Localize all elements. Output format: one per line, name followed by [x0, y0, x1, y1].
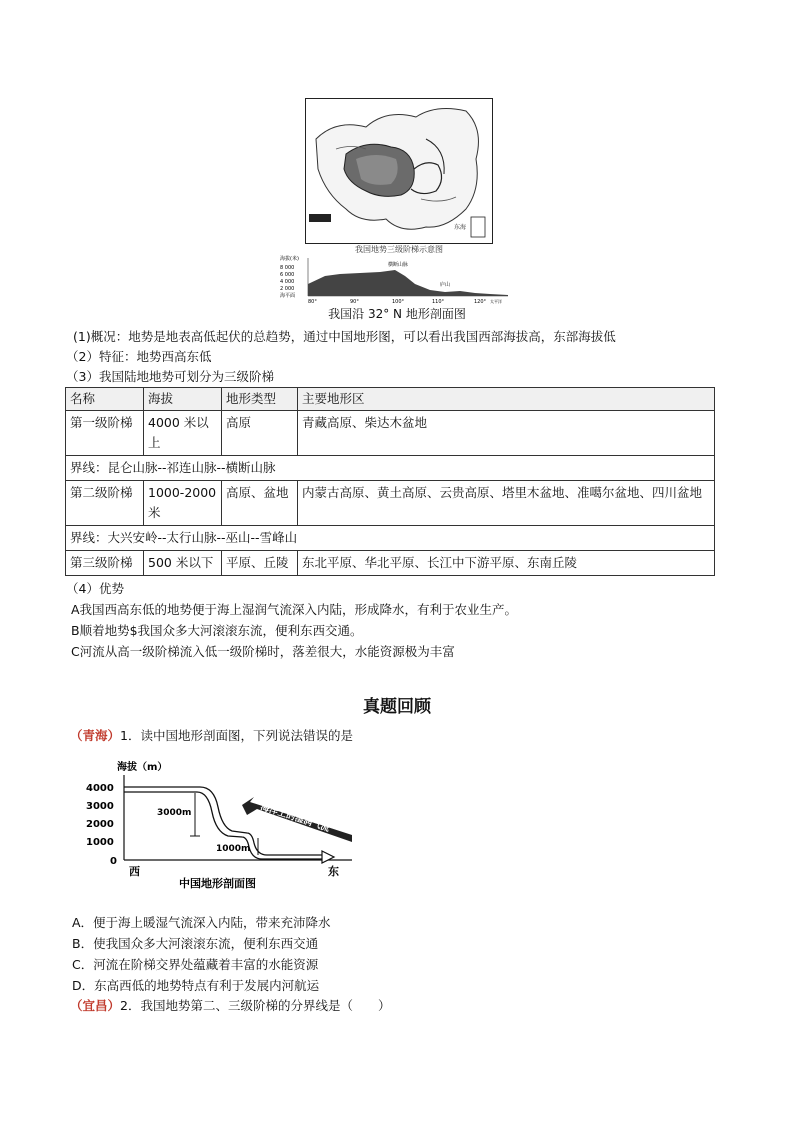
- profile-xtick: 120°: [474, 299, 487, 304]
- table-cell: 500 米以下: [144, 551, 222, 576]
- profile-xtick: 80°: [308, 299, 317, 304]
- table-row: [66, 551, 715, 576]
- paragraph-overview: (1)概况：地势是地表高低起伏的总趋势，通过中国地形图，可以看出我国西部海拔高，东部海拔低: [73, 329, 616, 344]
- profile-ytick: 8 000: [280, 265, 295, 271]
- question-source-tag: （青海）: [70, 728, 121, 743]
- table-cell: 高原、盆地: [222, 481, 298, 526]
- fig2-east: 东: [328, 865, 339, 878]
- table-cell: 内蒙古高原、黄土高原、云贵高原、塔里木盆地、准噶尔盆地、四川盆地: [298, 481, 715, 526]
- table-cell: 平原、丘陵: [222, 551, 298, 576]
- question-text: 1．读中国地形剖面图，下列说法错误的是: [120, 728, 353, 743]
- fig2-drop-1000: 1000m: [216, 844, 251, 854]
- option-b: B．使我国众多大河滚滚东流，便利东西交通: [72, 936, 319, 951]
- table-header-row: [66, 388, 715, 411]
- fig2-west: 西: [129, 865, 140, 878]
- fig2-drop-3000: 3000m: [157, 808, 192, 818]
- table-row: [66, 411, 715, 456]
- advantage-a: A我国西高东低的地势便于海上湿润气流深入内陆，形成降水，有利于农业生产。: [71, 602, 518, 617]
- paragraph-feature: （2）特征：地势西高东低: [66, 349, 212, 364]
- option-a: A．便于海上暖湿气流深入内陆，带来充沛降水: [72, 915, 331, 930]
- fig2-title: 中国地形剖面图: [179, 877, 256, 890]
- question-text: 2．我国地势第二、三级阶梯的分界线是（ ）: [120, 998, 391, 1013]
- figure1-caption: 我国沿 32° N 地形剖面图: [328, 307, 466, 321]
- option-c: C．河流在阶梯交界处蕴藏着丰富的水能资源: [72, 957, 319, 972]
- fig2-ytick: 1000: [86, 837, 114, 848]
- advantages-title: （4）优势: [66, 581, 124, 596]
- table-cell: 青藏高原、柴达木盆地: [298, 411, 715, 456]
- advantage-b: B顺着地势$我国众多大河滚滚东流，便利东西交通。: [71, 623, 363, 638]
- table-cell: 4000 米以上: [144, 411, 222, 456]
- question-1: [70, 726, 353, 744]
- profile-ytick: 2 000: [280, 286, 295, 292]
- fig2-ytick: 2000: [86, 819, 114, 830]
- table-cell: 1000-2000 米: [144, 481, 222, 526]
- table-cell: 高原: [222, 411, 298, 456]
- profile-ylabel: 海拔(米): [280, 256, 299, 262]
- paragraph-steps: （3）我国陆地地势可划分为三级阶梯: [66, 369, 274, 384]
- profile-xtick: 110°: [432, 299, 445, 304]
- east-sea-label: 东海: [454, 224, 467, 231]
- map-drawing: [306, 99, 492, 243]
- table-cell: 第二级阶梯: [66, 481, 144, 526]
- table-cell: 第三级阶梯: [66, 551, 144, 576]
- fig2-ytick: 0: [110, 856, 117, 867]
- question-2: [70, 996, 390, 1014]
- profile-ytick: 海平面: [280, 293, 296, 299]
- table-row: [66, 456, 715, 481]
- table-cell: 东北平原、华北平原、长江中下游平原、东南丘陵: [298, 551, 715, 576]
- profile-xtick: 100°: [392, 299, 405, 304]
- fig2-arrow-label: 海洋上的湿润气流: [259, 802, 331, 835]
- advantage-c: C河流从高一级阶梯流入低一级阶梯时，落差很大，水能资源极为丰富: [71, 644, 455, 659]
- table-header: 名称: [66, 388, 144, 411]
- option-d: D．东高西低的地势特点有利于发展内河航运: [72, 978, 320, 993]
- question-source-tag: （宜昌）: [70, 998, 121, 1013]
- table-row: [66, 526, 715, 551]
- profile-lushan: 庐山: [440, 282, 451, 288]
- terrain-steps-table: [65, 387, 715, 576]
- table-header: 地形类型: [222, 388, 298, 411]
- fig2-ylabel: 海拔（m）: [117, 762, 168, 773]
- boundary-line-2: 界线：大兴安岭--太行山脉--巫山--雪峰山: [66, 526, 715, 551]
- fig2-ytick: 3000: [86, 801, 114, 812]
- table-header: 主要地形区: [298, 388, 715, 411]
- profile-32n-chart: [280, 254, 512, 304]
- table-row: [66, 481, 715, 526]
- fig2-ytick: 4000: [86, 783, 114, 794]
- table-header: 海拔: [144, 388, 222, 411]
- map-title: 我国地势三级阶梯示意图: [355, 245, 443, 254]
- terrain-steps-map: [305, 98, 493, 244]
- section-title: 真题回顾: [363, 697, 431, 717]
- table-cell: 第一级阶梯: [66, 411, 144, 456]
- profile-xtick: 90°: [350, 299, 359, 304]
- profile-ytick: 6 000: [280, 272, 295, 278]
- profile-peak-label: 横断山脉: [388, 262, 409, 268]
- profile-east-label: 太平洋: [490, 299, 502, 304]
- boundary-line-1: 界线：昆仑山脉--祁连山脉--横断山脉: [66, 456, 715, 481]
- china-terrain-profile-figure: [82, 757, 372, 892]
- profile-ytick: 4 000: [280, 279, 295, 285]
